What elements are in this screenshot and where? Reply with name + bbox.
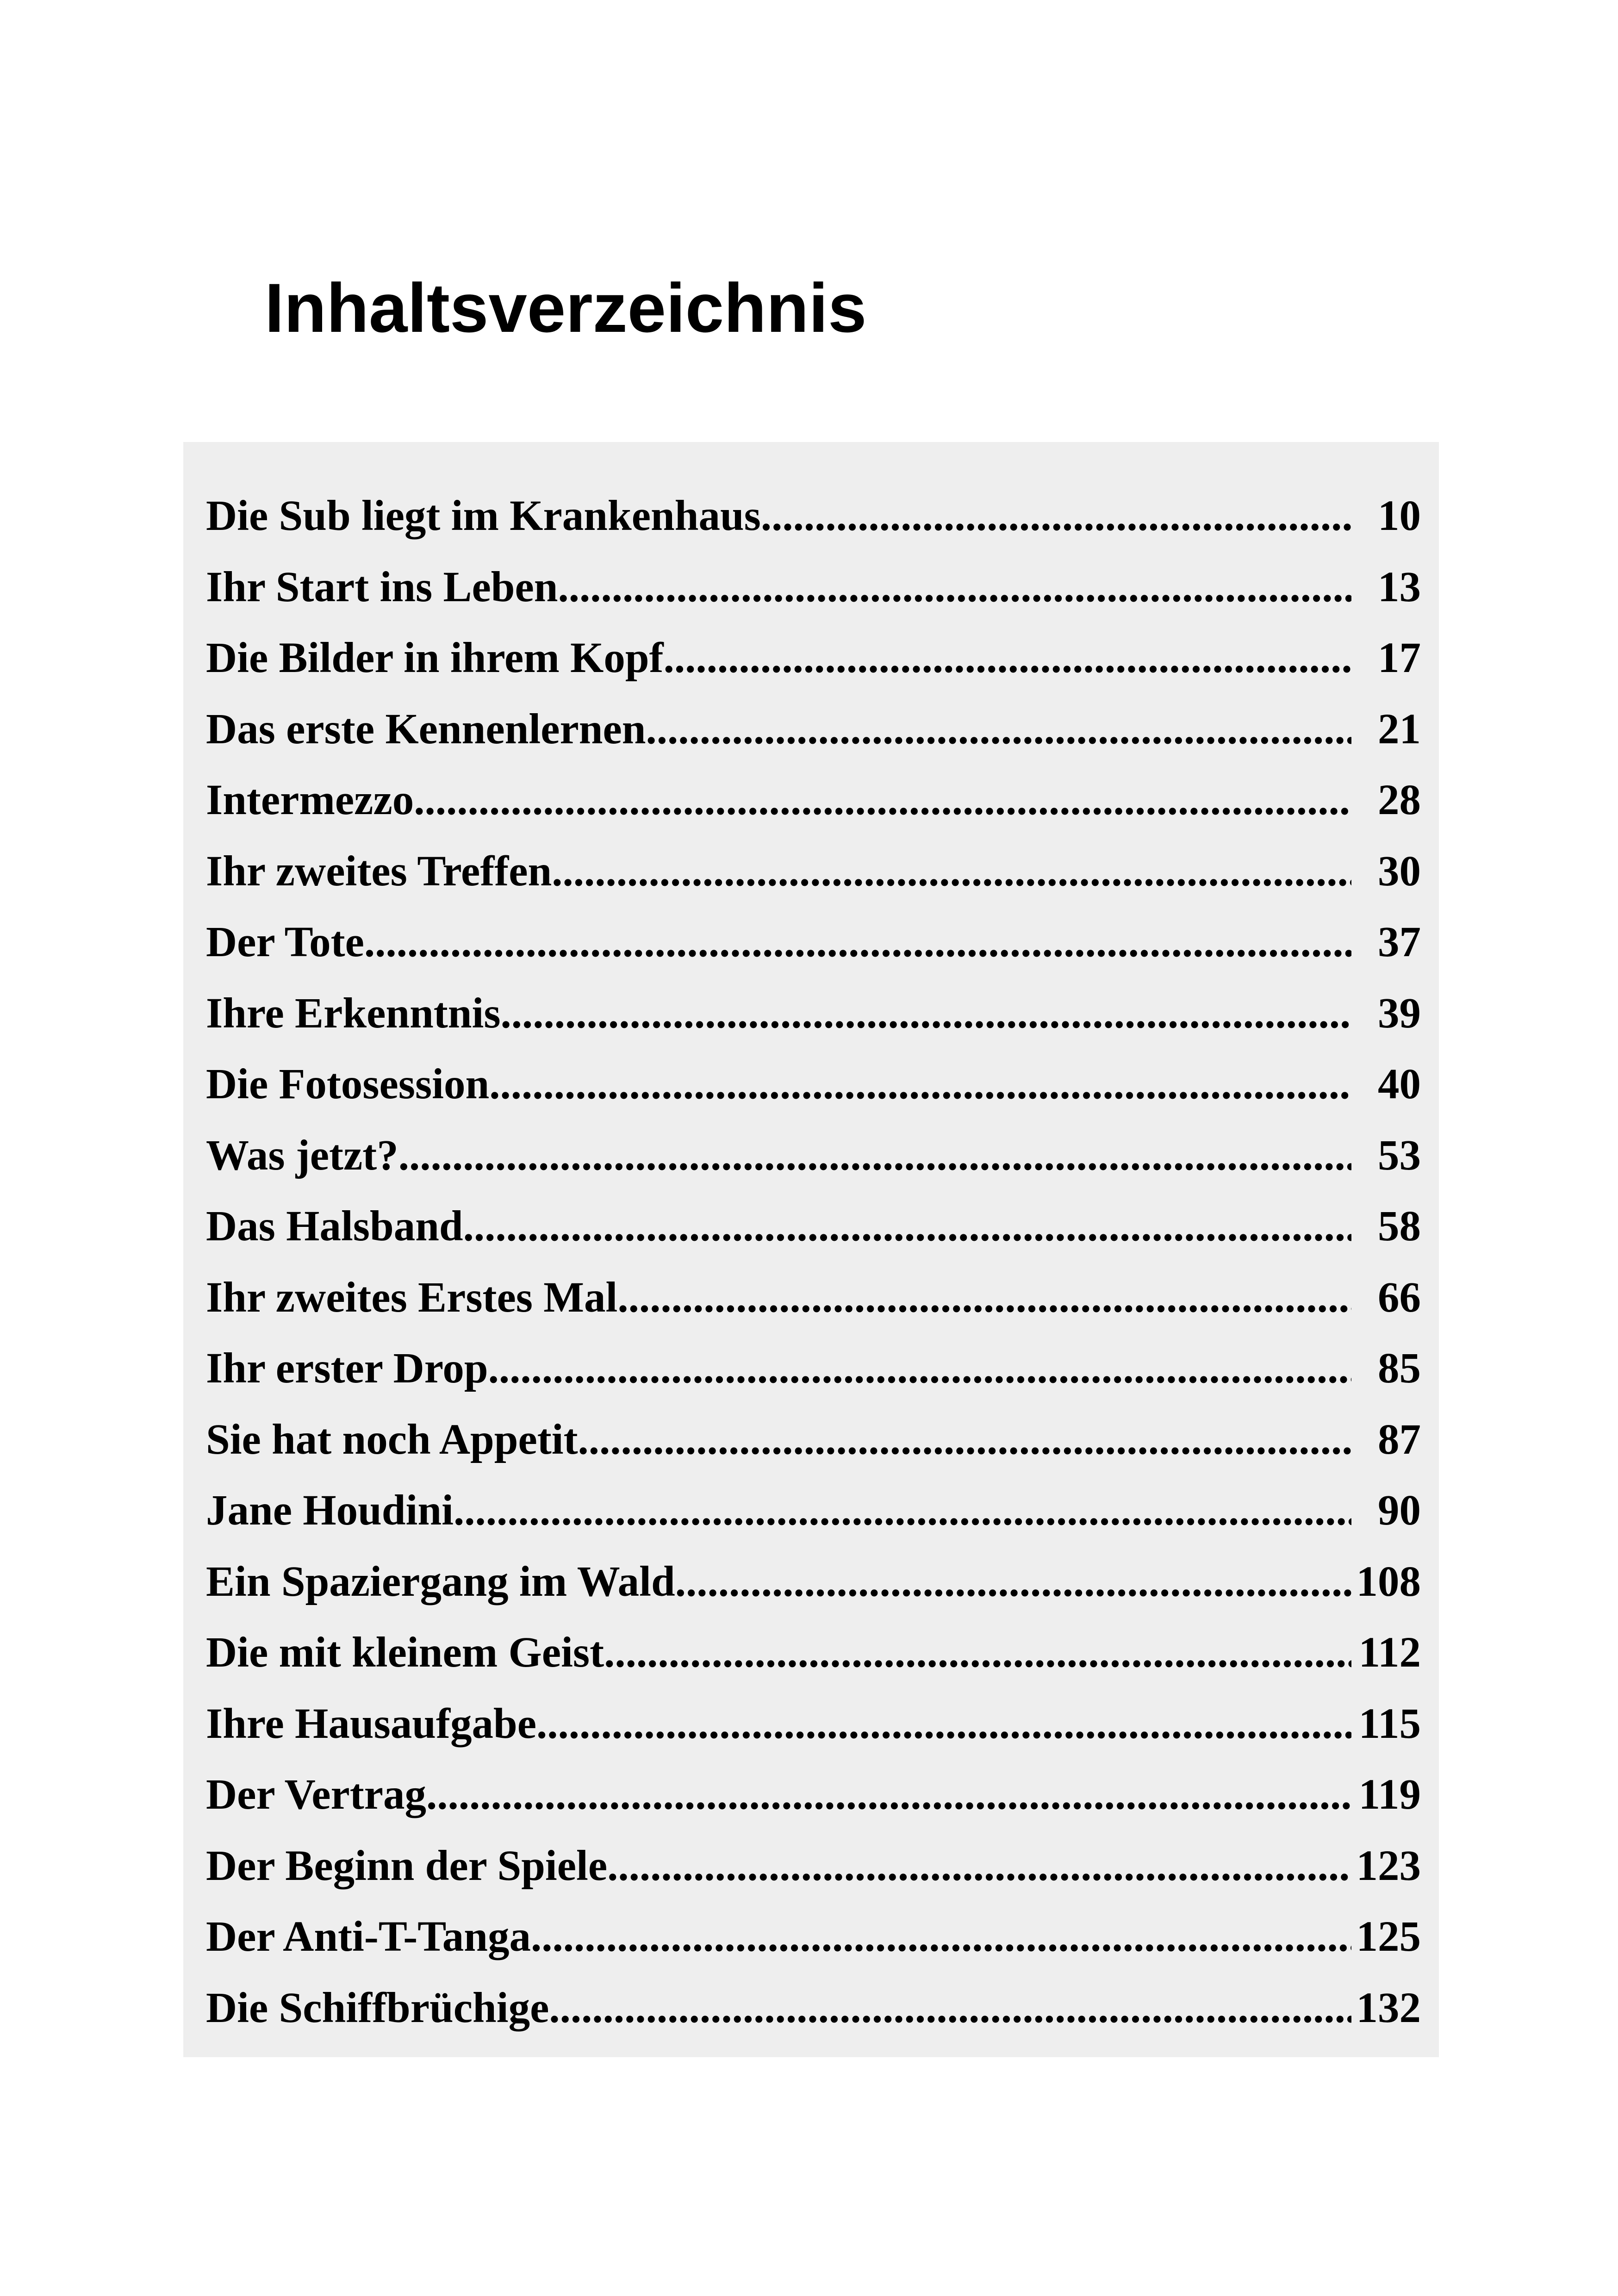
toc-dot-leader	[761, 480, 1351, 552]
toc-dot-leader	[607, 1830, 1351, 1902]
toc-entry-title: Die Fotosession	[206, 1060, 490, 1108]
toc-page-number: 58	[1378, 1202, 1421, 1250]
toc-page-number: 53	[1378, 1131, 1421, 1179]
toc-entry-title: Was jetzt?	[206, 1131, 398, 1179]
toc-dot-leader	[454, 1475, 1351, 1546]
toc-entry[interactable]	[206, 1333, 1421, 1404]
toc-entry-title: Ihr zweites Treffen	[206, 847, 552, 895]
toc-entry[interactable]	[206, 765, 1421, 836]
toc-page-number: 119	[1358, 1771, 1421, 1818]
toc-dot-leader	[604, 1617, 1351, 1688]
toc-entry[interactable]	[206, 694, 1421, 765]
toc-entry[interactable]	[206, 1901, 1421, 1972]
toc-entry[interactable]	[206, 1830, 1421, 1902]
toc-entry-title: Das Halsband	[206, 1202, 463, 1250]
toc-entry-title: Die Sub liegt im Krankenhaus	[206, 492, 761, 540]
toc-dot-leader	[488, 1333, 1351, 1404]
toc-dot-leader	[489, 1049, 1351, 1120]
toc-entry-title: Ihr Start ins Leben	[206, 563, 558, 611]
toc-entry-title: Sie hat noch Appetit	[206, 1415, 578, 1463]
toc-entry[interactable]	[206, 480, 1421, 552]
toc-entry-title: Ihre Hausaufgabe	[206, 1699, 536, 1748]
toc-entry-title: Der Anti-T-Tanga	[206, 1913, 531, 1960]
toc-dot-leader	[558, 552, 1351, 623]
toc-dot-leader	[646, 694, 1351, 765]
toc-page-number: 40	[1378, 1060, 1421, 1108]
toc-dot-leader	[552, 836, 1351, 907]
toc-dot-leader	[398, 1120, 1351, 1191]
toc-entry[interactable]	[206, 1972, 1421, 2044]
toc-entry-title: Der Vertrag	[206, 1771, 427, 1818]
table-of-contents	[206, 480, 1421, 2043]
toc-entry[interactable]	[206, 1617, 1421, 1688]
toc-dot-leader	[549, 1972, 1351, 2044]
toc-entry[interactable]	[206, 1759, 1421, 1830]
toc-entry[interactable]	[206, 907, 1421, 978]
toc-page-number: 123	[1356, 1842, 1421, 1890]
toc-entry-title: Ein Spaziergang im Wald	[206, 1557, 675, 1605]
toc-entry[interactable]	[206, 1688, 1421, 1760]
toc-entry[interactable]	[206, 1191, 1421, 1262]
toc-dot-leader	[536, 1688, 1351, 1760]
toc-entry[interactable]	[206, 1120, 1421, 1191]
toc-entry-title: Ihr erster Drop	[206, 1344, 488, 1392]
toc-dot-leader	[364, 907, 1351, 978]
toc-entry-title: Der Tote	[206, 918, 364, 966]
toc-page-number: 108	[1356, 1557, 1421, 1605]
toc-dot-leader	[414, 765, 1351, 836]
toc-page-number: 112	[1358, 1629, 1421, 1676]
toc-page-number: 87	[1378, 1415, 1421, 1463]
toc-dot-leader	[617, 1262, 1351, 1333]
toc-entry[interactable]	[206, 978, 1421, 1049]
toc-page-number: 13	[1378, 563, 1421, 611]
toc-page-number: 85	[1378, 1344, 1421, 1392]
toc-page-number: 21	[1378, 705, 1421, 753]
toc-page-number: 10	[1378, 492, 1421, 540]
toc-entry[interactable]	[206, 1475, 1421, 1546]
toc-entry[interactable]	[206, 622, 1421, 694]
toc-dot-leader	[426, 1759, 1351, 1830]
toc-page-number: 30	[1378, 847, 1421, 895]
toc-dot-leader	[501, 978, 1351, 1049]
toc-entry-title: Der Beginn der Spiele	[206, 1842, 608, 1890]
toc-page-number: 37	[1378, 918, 1421, 966]
toc-page-number: 115	[1358, 1699, 1421, 1748]
toc-entry[interactable]	[206, 1262, 1421, 1333]
toc-entry-title: Die Schiffbrüchige	[206, 1984, 549, 2032]
toc-entry-title: Intermezzo	[206, 776, 414, 824]
toc-entry-title: Das erste Kennenlernen	[206, 705, 646, 753]
page-title: Inhaltsverzeichnis	[265, 269, 867, 347]
toc-entry-title: Die Bilder in ihrem Kopf	[206, 634, 664, 682]
toc-entry-title: Ihr zweites Erstes Mal	[206, 1273, 618, 1321]
toc-entry[interactable]	[206, 1404, 1421, 1475]
toc-page-number: 132	[1356, 1984, 1421, 2032]
toc-page-number: 90	[1378, 1487, 1421, 1534]
toc-page-number: 39	[1378, 989, 1421, 1037]
toc-dot-leader	[664, 622, 1351, 694]
toc-entry-title: Ihre Erkenntnis	[206, 989, 501, 1037]
toc-entry[interactable]	[206, 1546, 1421, 1618]
toc-dot-leader	[531, 1901, 1351, 1972]
toc-entry[interactable]	[206, 836, 1421, 907]
toc-page-number: 17	[1378, 634, 1421, 682]
toc-dot-leader	[463, 1191, 1351, 1262]
toc-entry[interactable]	[206, 1049, 1421, 1120]
toc-dot-leader	[578, 1404, 1351, 1475]
toc-page-number: 125	[1356, 1913, 1421, 1960]
toc-dot-leader	[675, 1546, 1351, 1618]
toc-entry[interactable]	[206, 552, 1421, 623]
toc-page-number: 28	[1378, 776, 1421, 824]
toc-page-number: 66	[1378, 1273, 1421, 1321]
toc-entry-title: Jane Houdini	[206, 1487, 454, 1534]
toc-entry-title: Die mit kleinem Geist	[206, 1629, 604, 1676]
